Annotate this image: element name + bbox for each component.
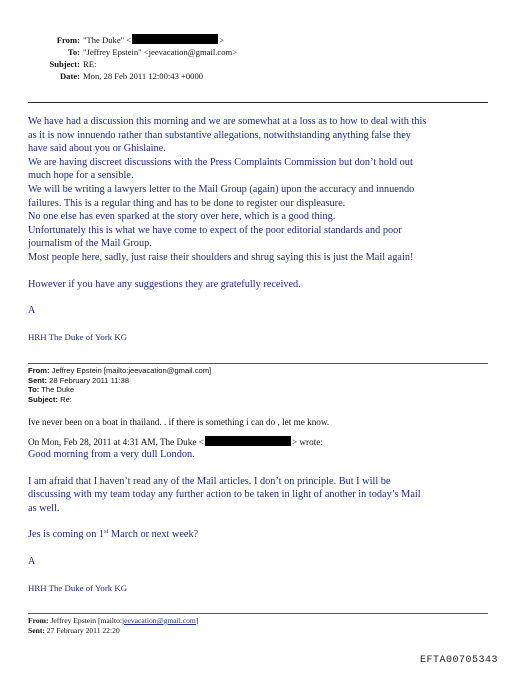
from-value bbox=[83, 35, 224, 45]
signature-name: HRH The Duke of York KG bbox=[28, 331, 128, 342]
from-label: From: bbox=[56, 35, 80, 45]
quoted2-sent-value: 27 February 2011 22:20 bbox=[46, 625, 120, 635]
body-line: have said about you or Ghislaine. bbox=[28, 143, 166, 155]
wrote-prefix: On Mon, Feb 28, 2011 at 4:31 AM, The Duke < bbox=[28, 437, 204, 447]
date-value: Mon, 28 Feb 2011 12:00:43 +0000 bbox=[83, 71, 204, 81]
quoted-from-value: Jeffrey Epstein [mailto:jeevacation@gmail.com] bbox=[51, 366, 212, 375]
date-label: Date: bbox=[59, 71, 80, 81]
body-line: failures. This is a regular thing and has to be done to register our displeasure. bbox=[28, 197, 346, 209]
quoted-from-label: From: bbox=[28, 366, 50, 375]
greeting: Good morning from a very dull London. bbox=[28, 449, 195, 460]
jes-sup: st bbox=[104, 528, 109, 536]
subject-value: RE: bbox=[83, 59, 97, 69]
to-label: To: bbox=[67, 47, 80, 57]
quoted-sent-value: 28 February 2011 11:38 bbox=[49, 375, 130, 385]
wrote-suffix: > wrote: bbox=[291, 437, 323, 447]
document-id: EFTA00705343 bbox=[419, 655, 498, 666]
body-line: We will be writing a lawyers letter to the Mail Group (again) upon the accuracy and innuendo bbox=[28, 183, 415, 195]
quoted2-from-label: From: bbox=[28, 616, 49, 625]
jes-prefix: Jes is coming on 1 bbox=[28, 529, 105, 541]
quoted2-sent-label: Sent: bbox=[28, 625, 45, 635]
signature-initial: A bbox=[28, 555, 36, 567]
quoted-to-label: To: bbox=[28, 385, 40, 395]
quoted-message-body bbox=[28, 448, 488, 595]
header-divider bbox=[28, 102, 488, 103]
body-line: No one else has even sparked at the story over here, which is a good thing. bbox=[28, 211, 336, 223]
reply-line: Ive never been on a boat in thailand. . if there is something i can do , let me know. bbox=[28, 417, 330, 427]
redaction-box bbox=[205, 436, 291, 446]
quote-divider-2 bbox=[28, 613, 488, 614]
body-line: We have had a discussion this morning and we are somewhat at a loss as to how to deal with this bbox=[28, 116, 427, 127]
body-line: Unfortunately this is what we have come to expect of the poor editorial standards and poor bbox=[28, 224, 402, 236]
body2-line: discussing with my team today any further action to be taken in light of another in today’s Mail bbox=[28, 489, 421, 501]
message-body bbox=[28, 115, 488, 344]
email-header bbox=[28, 34, 237, 82]
quoted2-from-suffix: ] bbox=[195, 616, 199, 625]
header-from bbox=[28, 34, 237, 46]
to-value: "Jeffrey Epstein" <jeevacation@gmail.com> bbox=[83, 47, 238, 57]
quoted2-from-prefix: Jeffrey Epstein [mailto: bbox=[50, 616, 122, 625]
redaction-box bbox=[132, 34, 218, 44]
header-subject bbox=[28, 58, 237, 70]
from-value-end: > bbox=[219, 35, 224, 45]
body-line: much hope for a sensible. bbox=[28, 170, 134, 182]
quoted-header-2 bbox=[28, 616, 198, 635]
subject-label: Subject: bbox=[49, 59, 80, 69]
header-date bbox=[28, 70, 237, 82]
quoted-to-value: The Duke bbox=[41, 385, 75, 395]
quoted-subject-value: Re: bbox=[60, 394, 72, 404]
from-value-text: "The Duke" < bbox=[83, 35, 132, 45]
body2-line: as well. bbox=[28, 502, 60, 514]
body-suggestions: However if you have any suggestions they are gratefully received. bbox=[28, 278, 301, 290]
signature-initial: A bbox=[28, 305, 36, 317]
email-link[interactable]: jeevacation@gmail.com bbox=[122, 616, 196, 625]
body-line: We are having discreet discussions with the Press Complaints Commission but don’t hold out bbox=[28, 156, 413, 168]
quoted-subject-label: Subject: bbox=[28, 394, 58, 404]
wrote-line bbox=[28, 436, 323, 448]
jes-suffix: March or next week? bbox=[108, 529, 199, 541]
quoted-header bbox=[28, 366, 211, 404]
quote-divider bbox=[28, 363, 488, 364]
body-line: Most people here, sadly, just raise their shoulders and shrug saying this is just the Mail again! bbox=[28, 251, 414, 263]
jes-line bbox=[28, 528, 488, 542]
body-line: as it is now innuendo rather than substantive allegations, notwithstanding anything false they bbox=[28, 129, 411, 141]
body2-line: I am afraid that I haven’t read any of the Mail articles. I don’t on principle. But I will be bbox=[28, 475, 391, 487]
header-to bbox=[28, 46, 237, 58]
body-line: journalism of the Mail Group. bbox=[28, 238, 152, 250]
quoted-sent-label: Sent: bbox=[28, 375, 47, 385]
signature-name: HRH The Duke of York KG bbox=[28, 582, 128, 593]
